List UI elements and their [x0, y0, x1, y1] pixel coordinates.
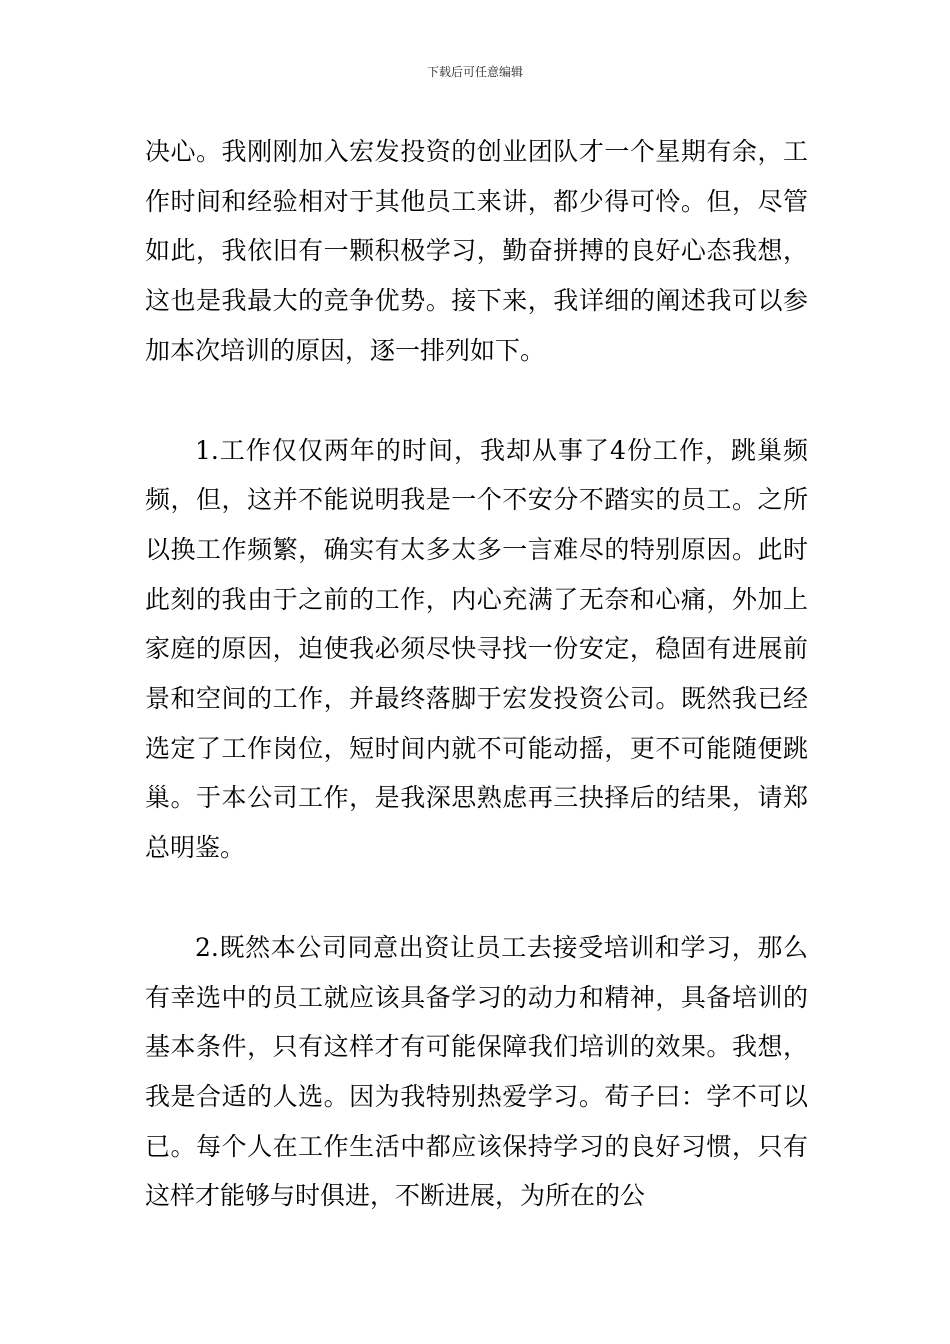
- document-body: [145, 127, 808, 1221]
- paragraph-gap: [145, 873, 808, 923]
- paragraph-gap: [145, 376, 808, 426]
- page-header: 下载后可任意编辑: [426, 65, 523, 79]
- paragraph-intro: 决心。我刚刚加入宏发投资的创业团队才一个星期有余，工作时间和经验相对于其他员工来讲，都少得可怜。但，尽管如此，我依旧有一颗积极学习，勤奋拼搏的良好心态我想，这也是我最大的竞争优势。接下来，我详细的阐述我可以参加本次培训的原因，逐一排列如下。: [145, 137, 808, 365]
- paragraph-point-1: 1.工作仅仅两年的时间，我却从事了4份工作，跳巢频频，但，这并不能说明我是一个不安分不踏实的员工。之所以换工作频繁，确实有太多太多一言难尽的特别原因。此时此刻的我由于之前的工作，内心充满了无奈和心痛，外加上家庭的原因，迫使我必须尽快寻找一份安定，稳固有进展前景和空间的工作，并最终落脚于宏发投资公司。既然我已经选定了工作岗位，短时间内就不可能动摇，更不可能随便跳巢。于本公司工作，是我深思熟虑再三抉择后的结果，请郑总明鉴。: [145, 435, 808, 863]
- paragraph-point-2: 2.既然本公司同意出资让员工去接受培训和学习，那么有幸选中的员工就应该具备学习的动力和精神，具备培训的基本条件，只有这样才有可能保障我们培训的效果。我想，我是合适的人选。因为我特别热爱学习。荀子曰：学不可以已。每个人在工作生活中都应该保持学习的良好习惯，只有这样才能够与时俱进，不断进展，为所在的公: [145, 932, 808, 1211]
